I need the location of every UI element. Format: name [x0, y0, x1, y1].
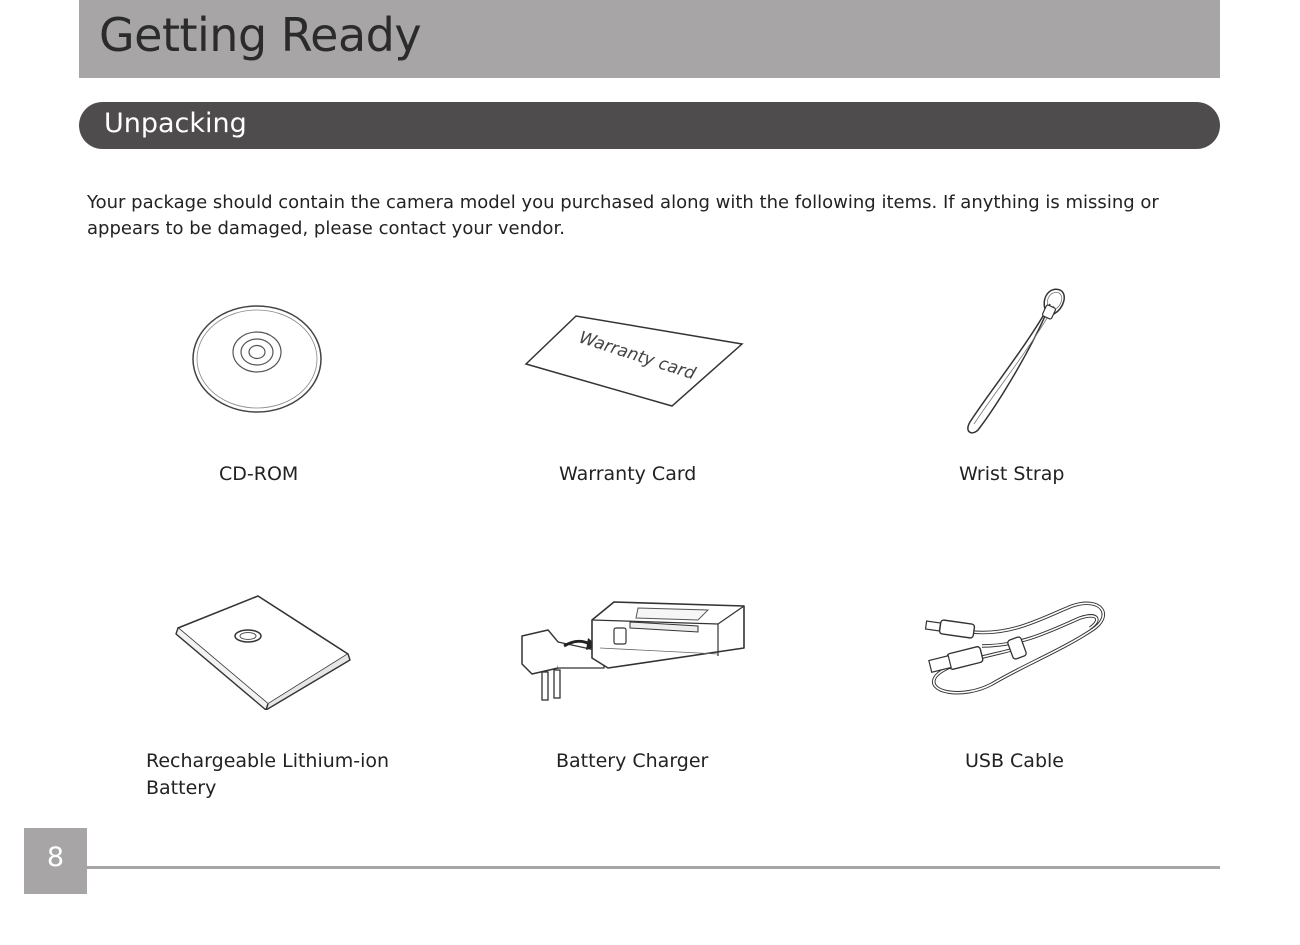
warranty-card-image-text: Warranty card: [576, 327, 698, 385]
battery-icon: [172, 592, 354, 714]
warranty-card-icon: [522, 310, 746, 414]
footer-divider: [87, 866, 1220, 869]
item-caption-battery: [146, 748, 389, 802]
wrist-strap-icon: [958, 284, 1070, 443]
item-caption-usb-cable: USB Cable: [965, 750, 1064, 772]
cd-rom-icon: [190, 303, 324, 419]
intro-paragraph: Your package should contain the camera model you purchased along with the following items. If anything is missing or appears to be damaged, please contact your vendor.: [87, 192, 1159, 239]
battery-charger-icon: [518, 598, 750, 712]
section-title: Unpacking: [104, 108, 247, 139]
item-caption-cd-rom: CD-ROM: [219, 463, 299, 485]
usb-cable-icon: [922, 596, 1110, 704]
item-caption-wrist-strap: Wrist Strap: [959, 463, 1065, 485]
battery-caption-line-1: Rechargeable Lithium-ion: [146, 750, 390, 772]
section-header: [79, 102, 1220, 149]
item-caption-battery-charger: Battery Charger: [556, 750, 709, 772]
page-number: 8: [46, 842, 65, 873]
page-title: Getting Ready: [99, 8, 422, 62]
page-number-box: [24, 828, 87, 894]
battery-caption-line-2: Battery: [146, 777, 217, 799]
item-caption-warranty-card: Warranty Card: [559, 463, 697, 485]
page-header: [79, 0, 1220, 78]
